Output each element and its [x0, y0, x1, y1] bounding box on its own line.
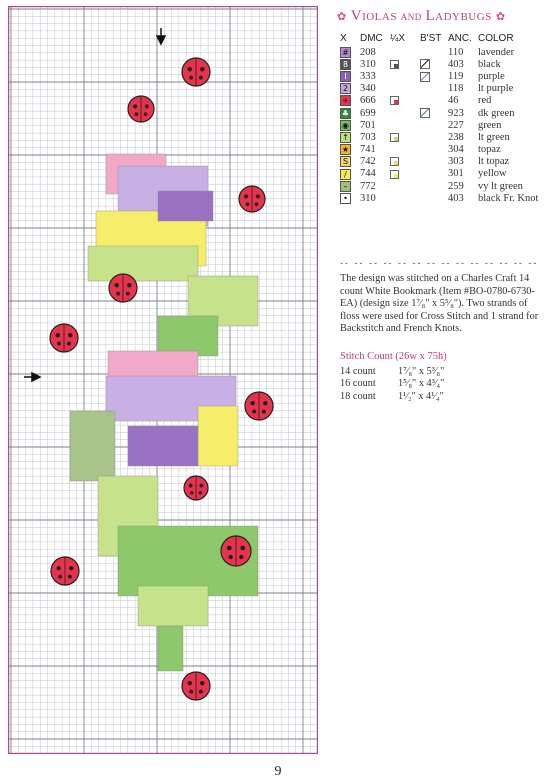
anchor-number: 227: [448, 119, 464, 131]
dmc-number: 744: [360, 168, 376, 180]
cross-stitch-chart: [8, 6, 318, 754]
ladybug-spot: [240, 546, 245, 551]
anchor-number: 923: [448, 107, 464, 119]
ladybug-spot: [133, 104, 137, 108]
design-size: 1⁵⁄₈" x 4³⁄₄": [398, 378, 445, 390]
ladybug-spot: [135, 112, 139, 116]
anchor-number: 259: [448, 180, 464, 192]
ladybug-spot: [246, 202, 250, 206]
color-name: lt purple: [478, 83, 514, 95]
fabric-count: 16 count: [340, 378, 376, 390]
key-row: [340, 119, 538, 131]
symbol-swatch: I: [340, 71, 351, 82]
fabric-count: 14 count: [340, 365, 376, 377]
key-row: [340, 192, 538, 204]
ladybug-spot: [227, 546, 232, 551]
ladybug-spot: [255, 202, 259, 206]
color-name: lt green: [478, 131, 510, 143]
ladybug-spot: [116, 292, 120, 296]
color-name: black Fr. Knot: [478, 192, 539, 204]
symbol-swatch: ♣: [341, 108, 350, 118]
symbol-swatch: S: [340, 156, 351, 167]
key-row: [340, 95, 538, 107]
ladybug-spot: [126, 292, 130, 296]
symbol-swatch: +: [340, 95, 351, 106]
dmc-number: 310: [360, 192, 376, 204]
stitch-count-row: [340, 365, 444, 378]
header-x: X: [340, 33, 347, 44]
dmc-number: 742: [360, 156, 376, 168]
flower-icon: ✿: [337, 11, 347, 23]
ladybug-spot: [57, 342, 61, 346]
viola-petal: [158, 191, 213, 221]
key-header-row: [340, 33, 538, 46]
ladybug-spot: [263, 401, 267, 405]
color-name: purple: [478, 70, 505, 82]
ladybug-spot: [69, 566, 73, 570]
stem-leaves: [158, 316, 218, 356]
ladybug-spot: [252, 410, 256, 414]
quarter-stitch-icon: [390, 96, 399, 105]
anchor-number: 46: [448, 95, 459, 107]
ladybug-spot: [239, 555, 243, 559]
header-quarter: ¼X: [390, 33, 406, 44]
symbol-swatch: /: [340, 169, 351, 180]
symbol-swatch: #: [340, 47, 351, 58]
ladybug-spot: [189, 76, 193, 80]
fabric-count: 18 count: [340, 390, 376, 402]
anchor-number: 110: [448, 46, 464, 58]
ladybug-spot: [229, 555, 233, 559]
ladybug-spot: [114, 283, 118, 287]
dmc-number: 340: [360, 83, 376, 95]
symbol-swatch: •: [340, 193, 351, 204]
quarter-stitch-icon: [390, 60, 399, 69]
design-size: 1⁷⁄₈" x 5³⁄₈": [398, 365, 445, 377]
dmc-number: 666: [360, 95, 376, 107]
color-key-table: [340, 33, 538, 204]
anchor-number: 303: [448, 156, 464, 168]
quarter-stitch-icon: [390, 157, 399, 166]
color-name: red: [478, 95, 492, 107]
symbol-swatch: –: [340, 181, 351, 192]
color-name: green: [478, 119, 502, 131]
stitch-count-row: [340, 378, 444, 391]
viola-center: [198, 406, 238, 466]
dmc-number: 333: [360, 70, 376, 82]
dmc-number: 699: [360, 107, 376, 119]
symbol-swatch: 8: [340, 59, 351, 70]
dmc-number: 772: [360, 180, 376, 192]
symbol-swatch: ◉: [340, 120, 351, 131]
ladybug-spot: [68, 575, 72, 579]
stem-leaves: [70, 411, 115, 481]
color-name: dk green: [478, 107, 515, 119]
ladybug-spot: [199, 76, 203, 80]
ladybug-spot: [58, 575, 62, 579]
color-name: black: [478, 58, 501, 70]
key-row: [340, 131, 538, 143]
header-dmc: DMC: [360, 33, 383, 44]
viola-leaf: [88, 246, 198, 281]
dmc-number: 703: [360, 131, 376, 143]
flower-icon: ✿: [495, 11, 506, 23]
ladybug-spot: [262, 410, 266, 414]
ladybug-spot: [244, 194, 248, 198]
key-row: [340, 168, 538, 180]
symbol-swatch: ★: [341, 145, 350, 155]
color-name: lt topaz: [478, 156, 510, 168]
quarter-stitch-icon: [390, 170, 399, 179]
symbol-swatch: ↑: [340, 132, 351, 143]
ladybug-spot: [250, 401, 254, 405]
stem-leaves: [138, 586, 208, 626]
ladybug-spot: [200, 681, 204, 685]
stem: [158, 626, 183, 671]
color-name: lavender: [478, 46, 515, 58]
ladybug-spot: [55, 333, 59, 337]
backstitch-icon: [420, 59, 430, 69]
ladybug-spot: [127, 283, 131, 287]
ladybug-spot: [67, 342, 71, 346]
stitch-count-table: [340, 365, 444, 403]
quarter-stitch-icon: [390, 133, 399, 142]
ladybug-spot: [187, 67, 191, 71]
dmc-number: 208: [360, 46, 376, 58]
anchor-number: 301: [448, 168, 464, 180]
separator-line: -- -- -- -- -- -- -- -- -- -- -- -- -- --: [340, 258, 539, 268]
ladybug-spot: [145, 104, 149, 108]
dmc-number: 701: [360, 119, 376, 131]
key-row: [340, 144, 538, 156]
anchor-number: 118: [448, 83, 464, 95]
key-row: [340, 83, 538, 95]
ladybug-spot: [144, 112, 148, 116]
ladybug-spot: [68, 333, 72, 337]
dmc-number: 741: [360, 144, 376, 156]
design-description: The design was stitched on a Charles Craft 14 count White Bookmark (Item #BO-0780-6730-EA) (design size 1⁷⁄₈" x 5⁵⁄₈"). Two strands of floss were used for Cross Stitch and 1 strand for Backstitch and French Knots.: [340, 273, 539, 335]
backstitch-icon: [420, 108, 430, 118]
header-color: COLOR: [478, 33, 514, 44]
ladybug-spot: [256, 194, 260, 198]
stitch-count-row: [340, 390, 444, 403]
page-number: 9: [274, 764, 282, 779]
header-bst: B'ST: [420, 33, 442, 44]
key-row: [340, 46, 538, 58]
pattern-title: ✿ VIOLAS AND LADYBUGS ✿: [337, 8, 506, 24]
key-row: [340, 107, 538, 119]
stitch-count-title: Stitch Count (26w x 75h): [340, 351, 447, 362]
anchor-number: 119: [448, 70, 464, 82]
symbol-swatch: 2: [340, 83, 351, 94]
ladybug-spot: [199, 491, 202, 494]
ladybug-spot: [199, 690, 203, 694]
viola-petal: [128, 426, 198, 466]
key-row: [340, 58, 538, 70]
anchor-number: 403: [448, 58, 464, 70]
ladybug-spot: [190, 491, 193, 494]
ladybug-spot: [199, 484, 203, 488]
dmc-number: 310: [360, 58, 376, 70]
color-name: topaz: [478, 144, 501, 156]
ladybug-spot: [189, 484, 193, 488]
key-row: [340, 180, 538, 192]
design-size: 1¹⁄₂" x 4¹⁄₄": [398, 390, 444, 402]
header-anc: ANC.: [448, 33, 472, 44]
key-row: [340, 70, 538, 82]
color-name: yellow: [478, 168, 507, 180]
backstitch-icon: [420, 72, 430, 82]
color-name: vy lt green: [478, 180, 523, 192]
ladybug-spot: [189, 690, 193, 694]
ladybug-spot: [187, 681, 191, 685]
ladybug-spot: [200, 67, 204, 71]
ladybug-spot: [56, 566, 60, 570]
key-row: [340, 156, 538, 168]
anchor-number: 403: [448, 192, 464, 204]
anchor-number: 304: [448, 144, 464, 156]
anchor-number: 238: [448, 131, 464, 143]
